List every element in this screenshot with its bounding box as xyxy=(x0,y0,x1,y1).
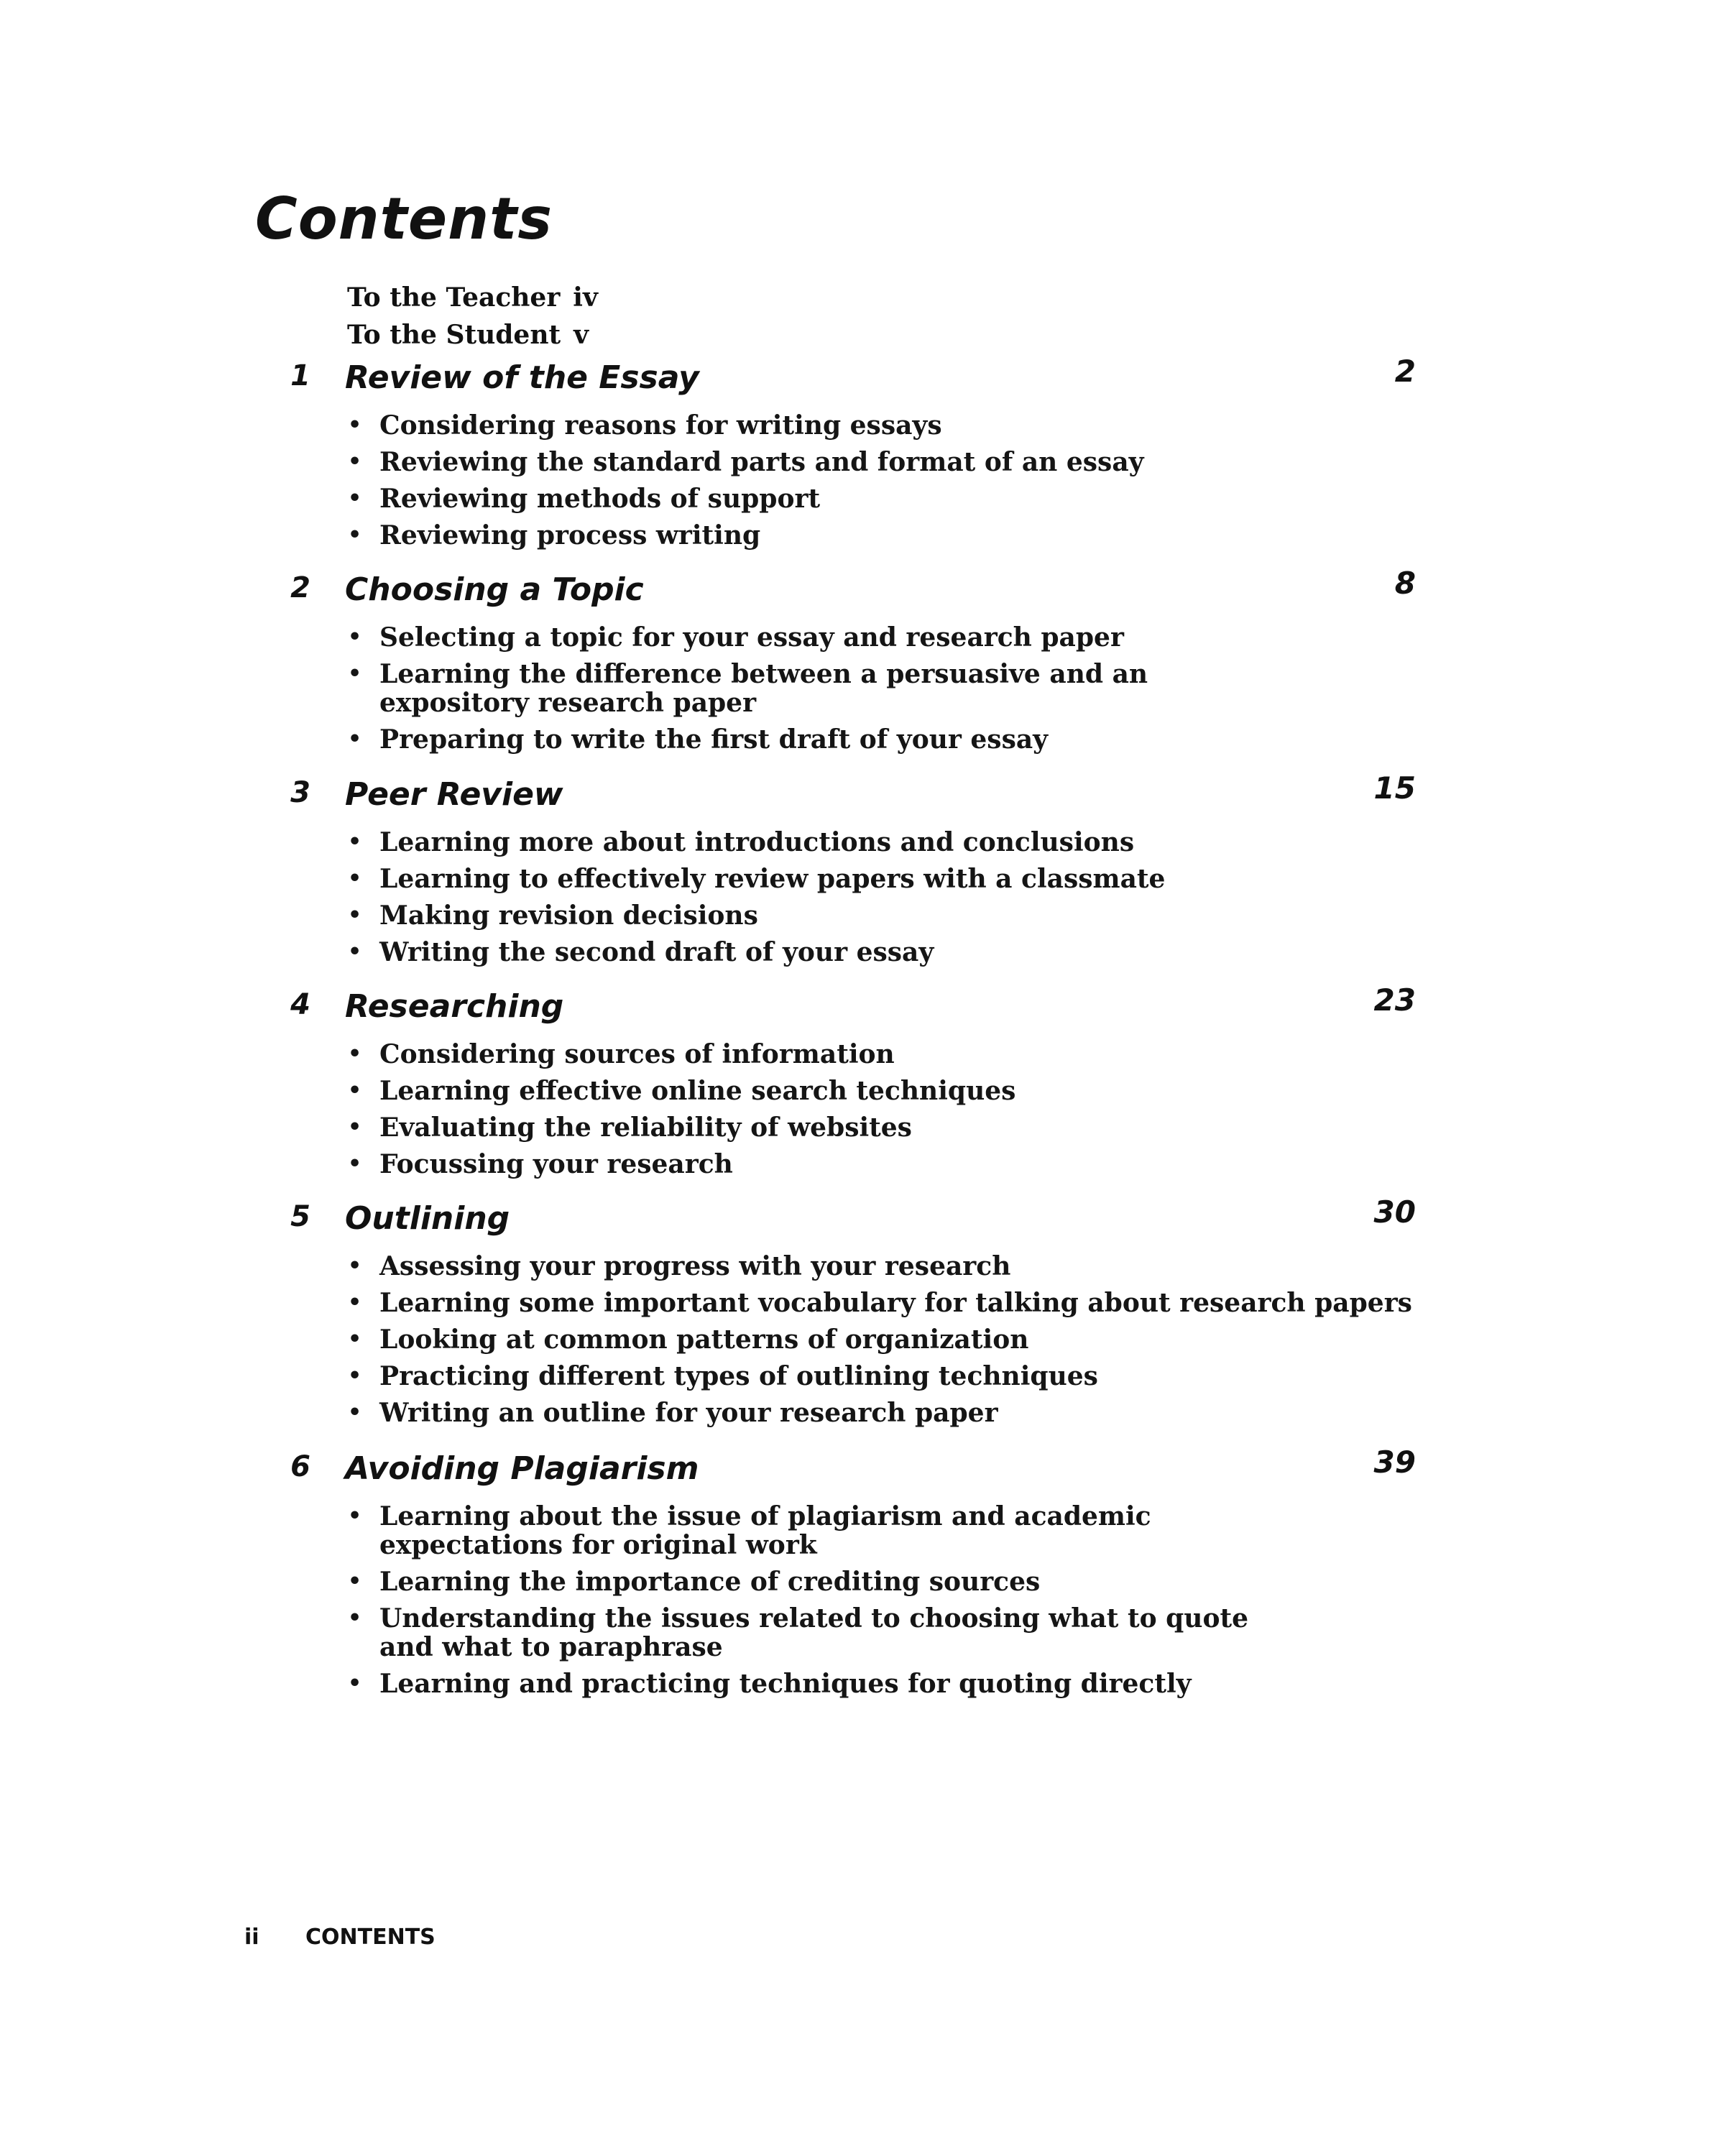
chapter-page: 39 xyxy=(1373,1445,1416,1480)
bullet-icon: • xyxy=(348,939,362,964)
chapter-page: 8 xyxy=(1394,566,1416,601)
topic-item: • Writing an outline for your research paper xyxy=(348,1398,998,1428)
bullet-icon: • xyxy=(348,1569,362,1594)
topic-item: • Learning the importance of crediting sources xyxy=(348,1567,1041,1597)
chapter-title: Choosing a Topic xyxy=(345,571,644,608)
topic-item: • Focussing your research xyxy=(348,1149,733,1179)
topic-item: • Making revision decisions xyxy=(348,900,758,931)
front-matter-page: iv xyxy=(573,282,598,313)
front-matter-label: To the Teacher xyxy=(347,282,561,313)
bullet-icon: • xyxy=(348,449,362,474)
front-matter-page: v xyxy=(574,320,589,350)
bullet-icon: • xyxy=(348,486,362,511)
topic-item: • Learning about the issue of plagiarism and academic expectations for original work xyxy=(348,1501,1151,1560)
chapter-page: 30 xyxy=(1373,1194,1416,1230)
topic-item: • Writing the second draft of your essay xyxy=(348,937,934,967)
topic-item: • Learning some important vocabulary for talking about research papers xyxy=(348,1288,1412,1318)
chapter-number: 6 xyxy=(290,1450,310,1483)
bullet-icon: • xyxy=(348,727,362,752)
front-matter-student xyxy=(347,316,598,354)
bullet-icon: • xyxy=(348,1671,362,1696)
topic-item: • Preparing to write the first draft of your essay xyxy=(348,724,1049,755)
topic-item: • Reviewing the standard parts and format of an essay xyxy=(348,447,1144,477)
topic-item: • Assessing your progress with your research xyxy=(348,1251,1011,1281)
bullet-icon: • xyxy=(348,1151,362,1176)
bullet-icon: • xyxy=(348,903,362,928)
chapter-title: Review of the Essay xyxy=(345,359,699,396)
chapter-topics xyxy=(344,828,1335,975)
chapter-page: 15 xyxy=(1373,770,1416,806)
folio-number: ii xyxy=(244,1925,259,1950)
front-matter-teacher xyxy=(347,279,598,316)
bullet-icon: • xyxy=(348,1115,362,1140)
bullet-icon: • xyxy=(348,1606,362,1631)
front-matter xyxy=(347,279,598,354)
topic-item: • Considering reasons for writing essays xyxy=(348,410,942,441)
bullet-icon: • xyxy=(348,1503,362,1529)
chapter-number: 2 xyxy=(290,571,310,604)
topic-item: • Learning to effectively review papers with a classmate xyxy=(348,864,1166,894)
chapter-title: Peer Review xyxy=(345,776,563,813)
front-matter-label: To the Student xyxy=(347,320,561,350)
chapter-title: Outlining xyxy=(345,1200,510,1237)
topic-item: • Learning the difference between a persuasive and an expository research paper xyxy=(348,659,1148,718)
chapter-page: 2 xyxy=(1394,354,1416,389)
bullet-icon: • xyxy=(348,522,362,548)
bullet-icon: • xyxy=(348,625,362,650)
topic-item: • Learning effective online search techniques xyxy=(348,1076,1016,1106)
topic-item: • Selecting a topic for your essay and research paper xyxy=(348,622,1124,653)
bullet-icon: • xyxy=(348,866,362,891)
topic-item: • Practicing different types of outlining techniques xyxy=(348,1361,1098,1391)
chapter-number: 1 xyxy=(290,359,310,392)
topic-item: • Learning more about introductions and conclusions xyxy=(348,827,1135,857)
bullet-icon: • xyxy=(348,1253,362,1279)
bullet-icon: • xyxy=(348,1400,362,1425)
chapter-number: 4 xyxy=(290,988,310,1021)
chapter-number: 3 xyxy=(290,776,310,809)
topic-item: • Looking at common patterns of organization xyxy=(348,1325,1029,1355)
bullet-icon: • xyxy=(348,1290,362,1315)
topic-item: • Reviewing process writing xyxy=(348,520,761,550)
chapter-topics xyxy=(344,623,1249,762)
page-footer xyxy=(244,1925,436,1950)
running-footer-label: CONTENTS xyxy=(305,1925,436,1950)
topic-item: • Considering sources of information xyxy=(348,1039,895,1069)
bullet-icon: • xyxy=(348,661,362,686)
topic-item: • Learning and practicing techniques for quoting directly xyxy=(348,1669,1192,1699)
topic-item: • Reviewing methods of support xyxy=(348,484,821,514)
bullet-icon: • xyxy=(348,1327,362,1352)
topic-item: • Evaluating the reliability of websites xyxy=(348,1112,912,1143)
bullet-icon: • xyxy=(348,1363,362,1388)
topic-item: • Understanding the issues related to choosing what to quote and what to paraphrase xyxy=(348,1603,1249,1662)
chapter-topics xyxy=(344,1502,1299,1706)
bullet-icon: • xyxy=(348,413,362,438)
chapter-title: Avoiding Plagiarism xyxy=(345,1450,699,1487)
bullet-icon: • xyxy=(348,829,362,854)
chapter-topics xyxy=(344,1040,1335,1187)
chapter-title: Researching xyxy=(345,988,564,1025)
chapter-number: 5 xyxy=(290,1200,310,1233)
bullet-icon: • xyxy=(348,1041,362,1067)
chapter-page: 23 xyxy=(1373,982,1416,1018)
chapter-topics xyxy=(344,1251,1412,1435)
chapter-topics xyxy=(344,411,1335,558)
page-title: Contents xyxy=(255,185,553,252)
bullet-icon: • xyxy=(348,1078,362,1103)
